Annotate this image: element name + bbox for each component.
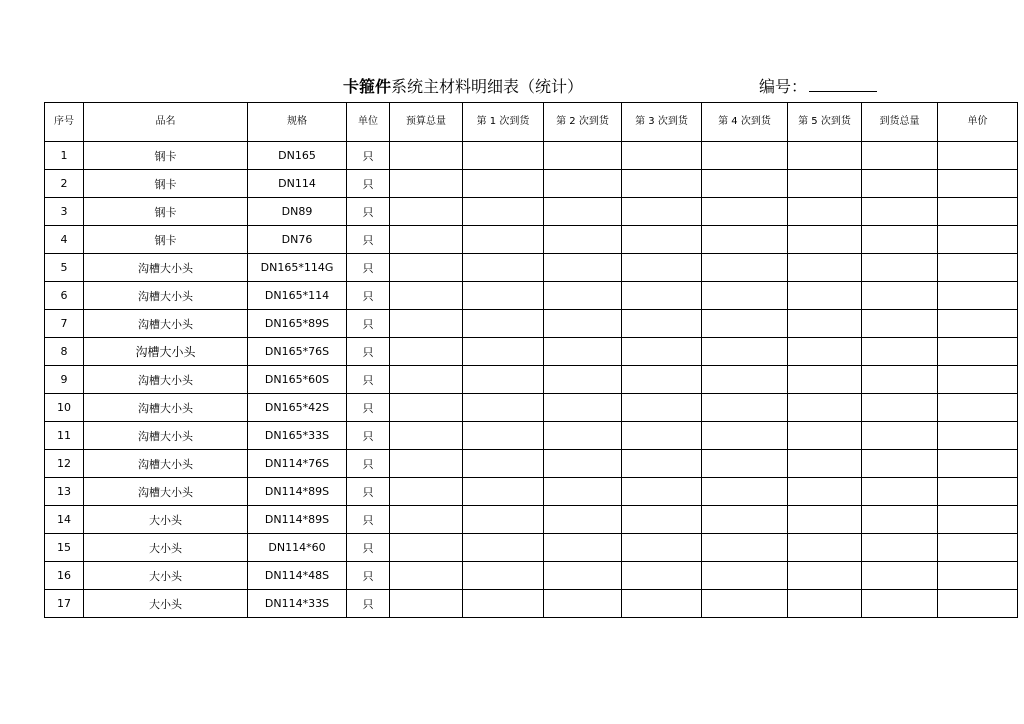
row-number-cell: 12 (45, 450, 84, 478)
row-empty-cell (702, 506, 788, 534)
row-empty-cell (702, 226, 788, 254)
row-empty-cell (544, 170, 622, 198)
row-empty-cell (938, 506, 1018, 534)
title-bold-part: 卡箍件 (343, 77, 392, 96)
row-empty-cell (862, 310, 938, 338)
row-empty-cell (862, 226, 938, 254)
row-empty-cell (702, 170, 788, 198)
row-name-cell: 沟槽大小头 (84, 450, 248, 478)
row-number-cell: 11 (45, 422, 84, 450)
row-spec-cell: DN165*76S (248, 338, 347, 366)
row-empty-cell (622, 450, 702, 478)
row-spec-cell: DN165*60S (248, 366, 347, 394)
row-empty-cell (622, 310, 702, 338)
row-unit-cell: 只 (347, 506, 390, 534)
row-empty-cell (702, 394, 788, 422)
row-empty-cell (788, 338, 862, 366)
row-empty-cell (788, 450, 862, 478)
row-empty-cell (788, 198, 862, 226)
row-empty-cell (938, 282, 1018, 310)
row-empty-cell (544, 366, 622, 394)
row-empty-cell (622, 254, 702, 282)
row-empty-cell (544, 534, 622, 562)
header-cell-name: 品名 (84, 103, 248, 142)
row-empty-cell (788, 562, 862, 590)
row-empty-cell (788, 478, 862, 506)
row-empty-cell (938, 254, 1018, 282)
row-spec-cell: DN165*89S (248, 310, 347, 338)
row-name-cell: 钢卡 (84, 142, 248, 170)
row-empty-cell (622, 226, 702, 254)
table-row (45, 478, 1018, 506)
row-empty-cell (390, 478, 463, 506)
row-empty-cell (862, 366, 938, 394)
row-empty-cell (463, 562, 544, 590)
row-empty-cell (622, 338, 702, 366)
row-empty-cell (544, 562, 622, 590)
header-row (45, 103, 1018, 142)
table-row (45, 506, 1018, 534)
row-empty-cell (463, 590, 544, 618)
row-spec-cell: DN114*89S (248, 506, 347, 534)
row-empty-cell (622, 394, 702, 422)
row-empty-cell (544, 506, 622, 534)
row-empty-cell (788, 422, 862, 450)
row-empty-cell (862, 254, 938, 282)
row-name-cell: 沟槽大小头 (84, 366, 248, 394)
row-spec-cell: DN114*48S (248, 562, 347, 590)
row-unit-cell: 只 (347, 562, 390, 590)
row-empty-cell (463, 366, 544, 394)
table-row (45, 562, 1018, 590)
row-empty-cell (622, 170, 702, 198)
row-empty-cell (788, 366, 862, 394)
row-unit-cell: 只 (347, 282, 390, 310)
row-name-cell: 钢卡 (84, 226, 248, 254)
row-empty-cell (702, 450, 788, 478)
row-empty-cell (390, 142, 463, 170)
row-empty-cell (390, 338, 463, 366)
row-empty-cell (390, 534, 463, 562)
row-empty-cell (862, 282, 938, 310)
row-empty-cell (463, 254, 544, 282)
row-empty-cell (862, 422, 938, 450)
row-empty-cell (390, 450, 463, 478)
row-empty-cell (544, 310, 622, 338)
table-row (45, 590, 1018, 618)
row-empty-cell (463, 170, 544, 198)
serial-number-field (759, 74, 877, 97)
row-number-cell: 7 (45, 310, 84, 338)
row-empty-cell (938, 422, 1018, 450)
header-cell-delivery-3: 第 3 次到货 (622, 103, 702, 142)
row-empty-cell (702, 338, 788, 366)
row-empty-cell (862, 590, 938, 618)
row-empty-cell (702, 422, 788, 450)
row-number-cell: 9 (45, 366, 84, 394)
row-name-cell: 大小头 (84, 590, 248, 618)
row-empty-cell (622, 422, 702, 450)
table-row (45, 254, 1018, 282)
row-number-cell: 2 (45, 170, 84, 198)
row-name-cell: 沟槽大小头 (84, 282, 248, 310)
row-unit-cell: 只 (347, 310, 390, 338)
row-empty-cell (544, 254, 622, 282)
row-spec-cell: DN114*89S (248, 478, 347, 506)
row-name-cell: 沟槽大小头 (84, 338, 248, 366)
header-cell-delivery-1: 第 1 次到货 (463, 103, 544, 142)
row-empty-cell (862, 142, 938, 170)
row-empty-cell (938, 394, 1018, 422)
row-empty-cell (862, 198, 938, 226)
row-empty-cell (938, 338, 1018, 366)
row-name-cell: 沟槽大小头 (84, 310, 248, 338)
row-number-cell: 8 (45, 338, 84, 366)
row-empty-cell (862, 338, 938, 366)
row-empty-cell (463, 534, 544, 562)
row-empty-cell (938, 142, 1018, 170)
row-empty-cell (622, 590, 702, 618)
row-empty-cell (463, 450, 544, 478)
row-unit-cell: 只 (347, 422, 390, 450)
row-empty-cell (938, 450, 1018, 478)
row-unit-cell: 只 (347, 534, 390, 562)
row-empty-cell (702, 478, 788, 506)
row-spec-cell: DN165*114G (248, 254, 347, 282)
row-empty-cell (862, 170, 938, 198)
table-row (45, 226, 1018, 254)
material-table (44, 102, 1018, 618)
row-empty-cell (390, 170, 463, 198)
row-unit-cell: 只 (347, 478, 390, 506)
header-cell-no: 序号 (45, 103, 84, 142)
row-number-cell: 17 (45, 590, 84, 618)
table-row (45, 422, 1018, 450)
row-number-cell: 3 (45, 198, 84, 226)
row-empty-cell (390, 366, 463, 394)
row-empty-cell (938, 310, 1018, 338)
row-empty-cell (463, 282, 544, 310)
row-empty-cell (788, 142, 862, 170)
row-number-cell: 6 (45, 282, 84, 310)
row-empty-cell (938, 198, 1018, 226)
row-unit-cell: 只 (347, 338, 390, 366)
row-empty-cell (788, 310, 862, 338)
serial-blank-line (809, 77, 877, 92)
row-name-cell: 大小头 (84, 506, 248, 534)
header-cell-spec: 规格 (248, 103, 347, 142)
table-row (45, 366, 1018, 394)
row-empty-cell (544, 478, 622, 506)
row-spec-cell: DN165*114 (248, 282, 347, 310)
row-empty-cell (788, 590, 862, 618)
row-spec-cell: DN89 (248, 198, 347, 226)
row-empty-cell (702, 562, 788, 590)
row-spec-cell: DN114*60 (248, 534, 347, 562)
row-empty-cell (788, 394, 862, 422)
header-cell-unit-price: 单价 (938, 103, 1018, 142)
header-cell-budget-total: 预算总量 (390, 103, 463, 142)
row-name-cell: 沟槽大小头 (84, 394, 248, 422)
row-empty-cell (622, 198, 702, 226)
row-empty-cell (622, 282, 702, 310)
row-empty-cell (938, 366, 1018, 394)
row-name-cell: 大小头 (84, 562, 248, 590)
row-empty-cell (788, 226, 862, 254)
row-empty-cell (544, 282, 622, 310)
row-empty-cell (390, 506, 463, 534)
row-name-cell: 大小头 (84, 534, 248, 562)
header-cell-delivery-2: 第 2 次到货 (544, 103, 622, 142)
row-unit-cell: 只 (347, 366, 390, 394)
row-spec-cell: DN165*42S (248, 394, 347, 422)
row-empty-cell (622, 562, 702, 590)
row-empty-cell (544, 450, 622, 478)
row-empty-cell (463, 310, 544, 338)
row-spec-cell: DN165 (248, 142, 347, 170)
row-empty-cell (788, 254, 862, 282)
row-empty-cell (862, 534, 938, 562)
row-empty-cell (702, 590, 788, 618)
table-row (45, 534, 1018, 562)
row-empty-cell (390, 422, 463, 450)
row-unit-cell: 只 (347, 394, 390, 422)
row-empty-cell (938, 478, 1018, 506)
row-empty-cell (702, 142, 788, 170)
table-row (45, 170, 1018, 198)
row-empty-cell (544, 590, 622, 618)
row-number-cell: 14 (45, 506, 84, 534)
row-empty-cell (938, 590, 1018, 618)
table-row (45, 142, 1018, 170)
title-rest: 系统主材料明细表（统计） (391, 77, 584, 96)
row-empty-cell (622, 478, 702, 506)
row-empty-cell (788, 506, 862, 534)
row-empty-cell (463, 394, 544, 422)
row-name-cell: 钢卡 (84, 170, 248, 198)
row-spec-cell: DN114 (248, 170, 347, 198)
row-unit-cell: 只 (347, 254, 390, 282)
row-empty-cell (544, 422, 622, 450)
row-empty-cell (544, 394, 622, 422)
table-row (45, 310, 1018, 338)
row-empty-cell (463, 198, 544, 226)
table-row (45, 198, 1018, 226)
row-empty-cell (622, 506, 702, 534)
row-number-cell: 5 (45, 254, 84, 282)
table-row (45, 338, 1018, 366)
row-empty-cell (702, 534, 788, 562)
row-unit-cell: 只 (347, 450, 390, 478)
row-empty-cell (544, 338, 622, 366)
document-title (343, 74, 583, 97)
row-empty-cell (390, 226, 463, 254)
header-cell-unit: 单位 (347, 103, 390, 142)
header-cell-delivery-5: 第 5 次到货 (788, 103, 862, 142)
row-spec-cell: DN114*76S (248, 450, 347, 478)
row-empty-cell (788, 534, 862, 562)
row-empty-cell (463, 478, 544, 506)
row-empty-cell (622, 534, 702, 562)
row-unit-cell: 只 (347, 226, 390, 254)
row-number-cell: 10 (45, 394, 84, 422)
row-unit-cell: 只 (347, 590, 390, 618)
row-empty-cell (788, 282, 862, 310)
row-empty-cell (702, 198, 788, 226)
row-empty-cell (862, 478, 938, 506)
row-empty-cell (702, 366, 788, 394)
row-number-cell: 16 (45, 562, 84, 590)
row-name-cell: 沟槽大小头 (84, 478, 248, 506)
row-name-cell: 沟槽大小头 (84, 422, 248, 450)
row-empty-cell (463, 226, 544, 254)
row-empty-cell (390, 590, 463, 618)
row-empty-cell (938, 534, 1018, 562)
row-empty-cell (390, 198, 463, 226)
row-empty-cell (544, 142, 622, 170)
row-number-cell: 15 (45, 534, 84, 562)
row-empty-cell (938, 226, 1018, 254)
row-number-cell: 13 (45, 478, 84, 506)
row-empty-cell (463, 338, 544, 366)
row-name-cell: 沟槽大小头 (84, 254, 248, 282)
row-empty-cell (862, 394, 938, 422)
serial-label: 编号： (759, 77, 808, 96)
row-empty-cell (622, 366, 702, 394)
row-unit-cell: 只 (347, 198, 390, 226)
row-unit-cell: 只 (347, 142, 390, 170)
row-number-cell: 1 (45, 142, 84, 170)
row-empty-cell (702, 254, 788, 282)
row-empty-cell (788, 170, 862, 198)
table-row (45, 282, 1018, 310)
row-unit-cell: 只 (347, 170, 390, 198)
row-empty-cell (702, 310, 788, 338)
row-spec-cell: DN114*33S (248, 590, 347, 618)
table-row (45, 450, 1018, 478)
row-empty-cell (463, 142, 544, 170)
row-empty-cell (622, 142, 702, 170)
row-spec-cell: DN165*33S (248, 422, 347, 450)
row-empty-cell (938, 562, 1018, 590)
row-number-cell: 4 (45, 226, 84, 254)
row-empty-cell (463, 506, 544, 534)
header-cell-delivered-total: 到货总量 (862, 103, 938, 142)
row-empty-cell (390, 394, 463, 422)
row-empty-cell (544, 226, 622, 254)
row-spec-cell: DN76 (248, 226, 347, 254)
row-empty-cell (702, 282, 788, 310)
row-empty-cell (463, 422, 544, 450)
row-empty-cell (390, 282, 463, 310)
row-empty-cell (390, 254, 463, 282)
row-empty-cell (544, 198, 622, 226)
row-empty-cell (862, 450, 938, 478)
row-name-cell: 钢卡 (84, 198, 248, 226)
row-empty-cell (390, 562, 463, 590)
header-cell-delivery-4: 第 4 次到货 (702, 103, 788, 142)
row-empty-cell (390, 310, 463, 338)
table-row (45, 394, 1018, 422)
row-empty-cell (862, 562, 938, 590)
row-empty-cell (862, 506, 938, 534)
row-empty-cell (938, 170, 1018, 198)
